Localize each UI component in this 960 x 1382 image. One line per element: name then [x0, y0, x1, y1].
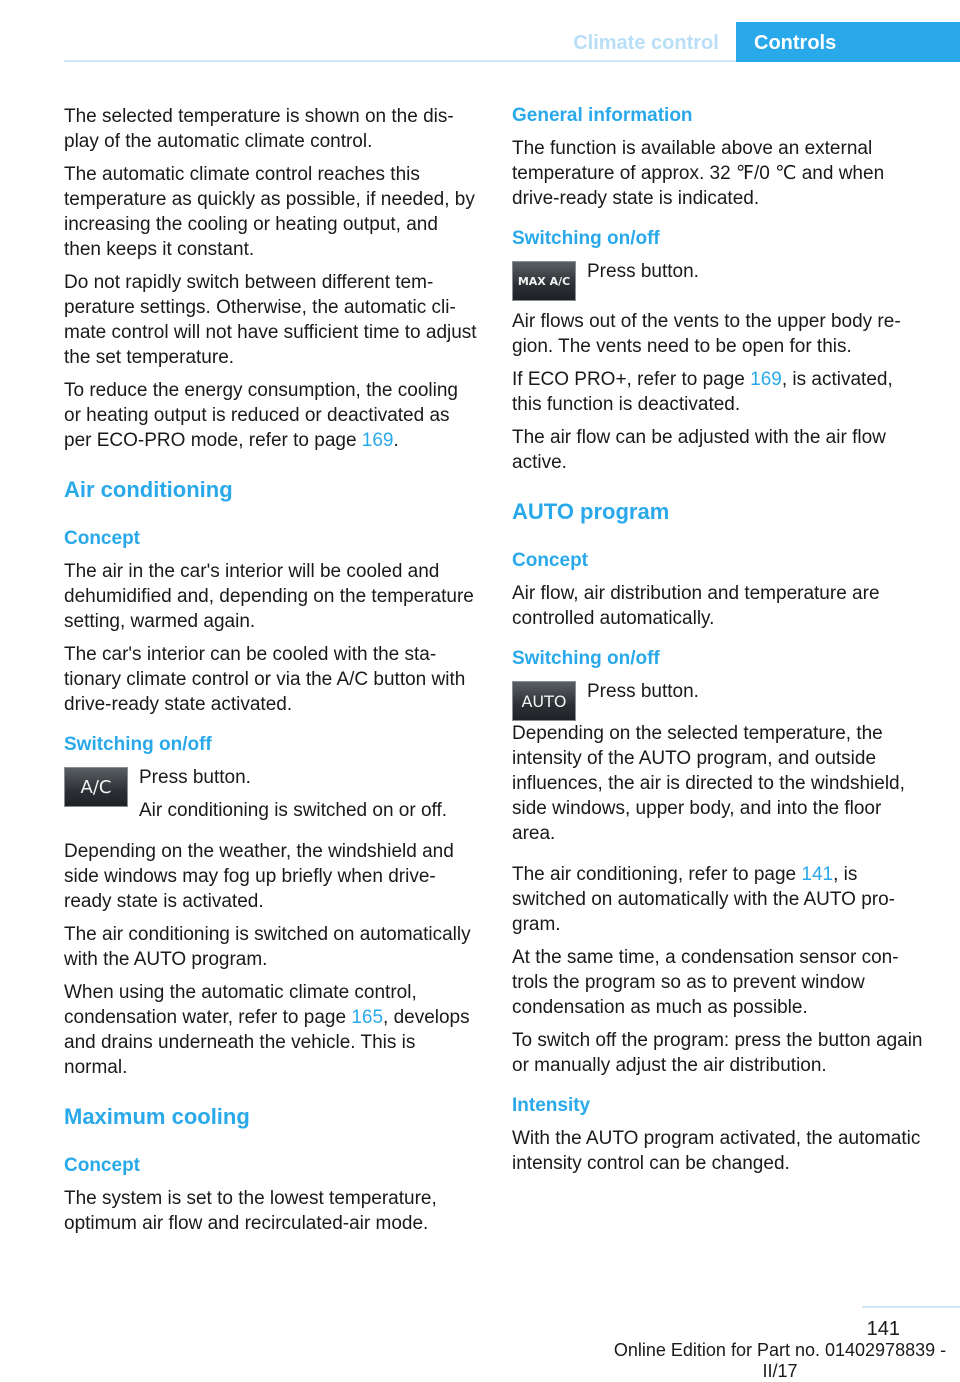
paragraph: Air conditioning is switched on or off. [139, 800, 448, 821]
page-link[interactable]: 169 [361, 430, 394, 451]
auto-button-image: AUTO [512, 681, 576, 721]
max-ac-button-row [512, 259, 926, 301]
subheading-concept: Concept [512, 550, 588, 571]
page-link[interactable]: 141 [801, 864, 834, 885]
paragraph: At the same time, a condensation sensor controls the program so as to prevent window condensation as much as possible. [512, 947, 899, 1018]
page-number: 141 [866, 1318, 900, 1340]
text: If ECO PRO+, refer to page [512, 369, 751, 390]
subheading-switching: Switching on/off [512, 228, 660, 249]
subheading-switching: Switching on/off [512, 648, 660, 669]
subheading-general-information: General information [512, 105, 693, 126]
text: , is switched on automatically with the AUTO program. [512, 864, 895, 935]
max-ac-button-text [587, 259, 699, 301]
page-link[interactable]: 169 [750, 369, 782, 390]
left-column [64, 104, 478, 1244]
subheading-concept: Concept [64, 1155, 140, 1176]
paragraph [64, 980, 478, 1080]
ac-button-image: A/C [64, 767, 128, 807]
section-heading-auto-program: AUTO program [512, 499, 670, 524]
text: , develops and drains underneath the vehicle. This is normal. [64, 1007, 470, 1078]
text: The air conditioning, refer to page [512, 864, 802, 885]
paragraph: Press button. [587, 681, 699, 702]
paragraph: The air flow can be adjusted with the air flow active. [512, 427, 886, 473]
paragraph: The system is set to the lowest temperature, optimum air flow and recirculated-air mode. [64, 1188, 437, 1234]
paragraph: The selected temperature is shown on the display of the automatic climate control. [64, 106, 454, 152]
text: , is activated, this function is deactivated. [512, 369, 893, 415]
paragraph: Depending on the weather, the windshield and side windows may fog up briefly when drive-ready state is activated. [64, 841, 454, 912]
auto-button-text [587, 679, 699, 721]
paragraph [64, 378, 478, 453]
max-ac-button-image: MAX A/C [512, 261, 576, 301]
text: . [393, 430, 399, 451]
paragraph [512, 862, 926, 937]
paragraph: To switch off the program: press the button again or manually adjust the air distribution. [512, 1030, 923, 1076]
header-tab: Controls [736, 22, 960, 62]
paragraph: The air in the car's interior will be cooled and dehumidified and, depending on the temperature setting, warmed again. [64, 561, 474, 632]
subheading-switching: Switching on/off [64, 734, 212, 755]
subheading-concept: Concept [64, 528, 140, 549]
paragraph: The automatic climate control reaches this temperature as quickly as possible, if needed, by increasing the cooling or heating output, and then keeps it constant. [64, 164, 475, 260]
paragraph: Do not rapidly switch between different temperature settings. Otherwise, the automatic climate control will not have sufficient time to adjust the set temperature. [64, 272, 477, 368]
paragraph [512, 367, 926, 417]
section-heading-air-conditioning: Air conditioning [64, 477, 233, 502]
auto-button-row [512, 679, 926, 721]
paragraph: Air flow, air distribution and temperature are controlled automatically. [512, 583, 880, 629]
subheading-intensity: Intensity [512, 1095, 591, 1116]
footer-edition: Online Edition for Part no. 01402978839 - II/17 [613, 1340, 947, 1381]
right-column [512, 104, 926, 1184]
text: To reduce the energy consumption, the cooling or heating output is reduced or deactivated as per ECO-PRO mode, refer to page [64, 380, 458, 451]
header-section-title: Climate control [573, 32, 719, 54]
paragraph: Depending on the selected temperature, the intensity of the AUTO program, and outside influences, the air is directed to the windshield, side windows, upper body, and into the floor area. [512, 723, 905, 844]
section-heading-maximum-cooling: Maximum cooling [64, 1104, 250, 1129]
page-number-rule [862, 1306, 960, 1308]
paragraph: Air flows out of the vents to the upper body region. The vents need to be open for this. [512, 311, 901, 357]
text: When using the automatic climate control, condensation water, refer to page [64, 982, 417, 1028]
ac-button-row [64, 765, 478, 831]
paragraph: With the AUTO program activated, the automatic intensity control can be changed. [512, 1128, 921, 1174]
paragraph: The function is available above an external temperature of approx. 32 ℉/0 ℃ and when drive-ready state is indicated. [512, 138, 885, 209]
paragraph: Press button. [139, 767, 251, 788]
ac-button-text [139, 765, 447, 831]
page-link[interactable]: 165 [351, 1007, 384, 1028]
paragraph: Press button. [587, 261, 699, 282]
paragraph: The car's interior can be cooled with the stationary climate control or via the A/C button with drive-ready state activated. [64, 644, 466, 715]
paragraph: The air conditioning is switched on automatically with the AUTO program. [64, 924, 471, 970]
